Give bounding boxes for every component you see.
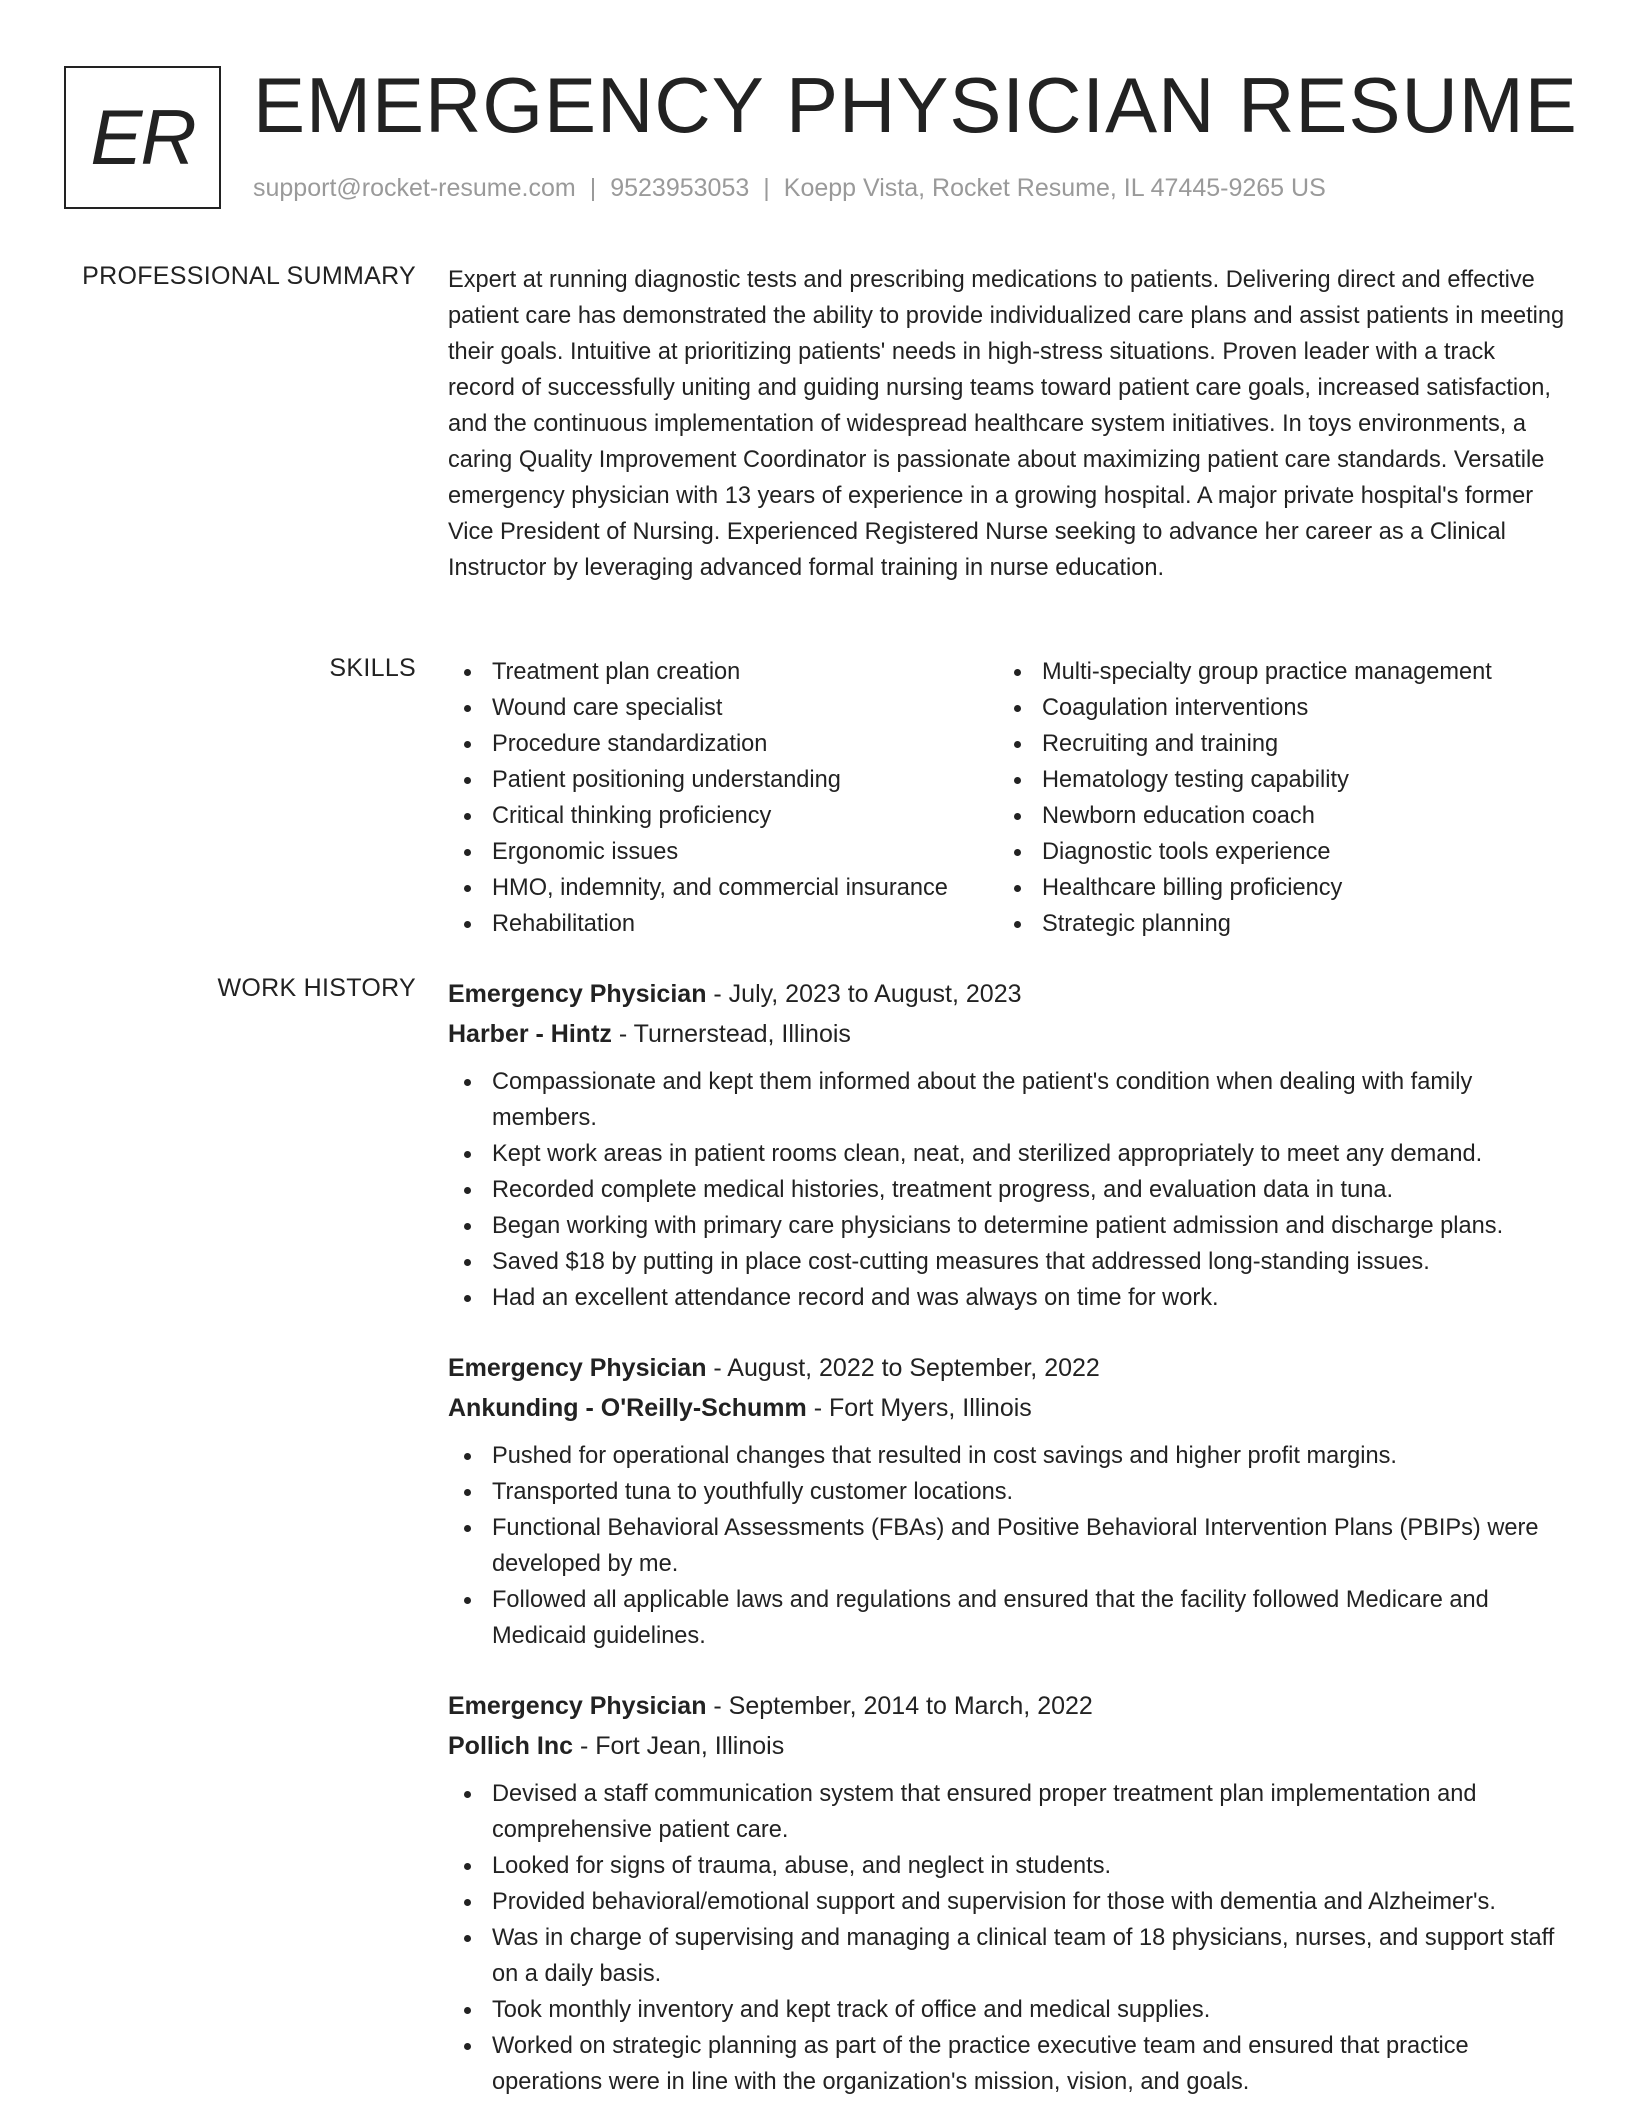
job-bullet: Looked for signs of trauma, abuse, and neglect in students. bbox=[448, 1848, 1568, 1884]
job-bullet: Was in charge of supervising and managing a clinical team of 18 physicians, nurses, and support staff on a daily basis. bbox=[448, 1920, 1568, 1992]
summary-text: Expert at running diagnostic tests and prescribing medications to patients. Delivering direct and effective patient care has demonstrated the ability to provide individualized care plans and assist patients in meeting their goals. Intuitive at prioritizing patients' needs in high-stress situations. Proven leader with a track record of successfully uniting and guiding nursing teams toward patient care goals, increased satisfaction, and the continuous implementation of widespread healthcare system initiatives. In toys environments, a caring Quality Improvement Coordinator is passionate about maximizing patient care standards. Versatile emergency physician with 13 years of experience in a growing hospital. A major private hospital's former Vice President of Nursing. Experienced Registered Nurse seeking to advance her career as a Clinical Instructor by leveraging advanced formal training in nurse education. bbox=[448, 267, 1565, 581]
job-company-line bbox=[448, 1726, 1568, 1766]
job-company-line bbox=[448, 1388, 1568, 1428]
job-entry bbox=[448, 974, 1568, 1316]
job-company: Harber - Hintz bbox=[448, 1020, 612, 1048]
resume-title: EMERGENCY PHYSICIAN RESUME bbox=[253, 61, 1578, 149]
job-title: Emergency Physician bbox=[448, 1354, 707, 1382]
job-entry bbox=[448, 1348, 1568, 1654]
section-label-work-history: WORK HISTORY bbox=[217, 974, 416, 1002]
job-bullet: Recorded complete medical histories, treatment progress, and evaluation data in tuna. bbox=[448, 1172, 1568, 1208]
job-bullet: Functional Behavioral Assessments (FBAs) and Positive Behavioral Intervention Plans (PBIPs) were developed by me. bbox=[448, 1510, 1568, 1582]
monogram-box bbox=[64, 66, 221, 209]
job-bullet: Began working with primary care physicians to determine patient admission and discharge plans. bbox=[448, 1208, 1568, 1244]
skill-item: Newborn education coach bbox=[998, 798, 1558, 834]
job-bullets bbox=[448, 1776, 1568, 2100]
job-dates: - August, 2022 to September, 2022 bbox=[706, 1354, 1100, 1382]
contact-address: Koepp Vista, Rocket Resume, IL 47445-9265 US bbox=[783, 174, 1326, 202]
skill-item: Healthcare billing proficiency bbox=[998, 870, 1558, 906]
job-location: - Turnerstead, Illinois bbox=[611, 1020, 851, 1048]
job-bullet: Saved $18 by putting in place cost-cutting measures that addressed long-standing issues. bbox=[448, 1244, 1568, 1280]
skill-item: Recruiting and training bbox=[998, 726, 1558, 762]
skill-item: Ergonomic issues bbox=[448, 834, 998, 870]
job-bullets bbox=[448, 1064, 1568, 1316]
job-title-line bbox=[448, 1348, 1568, 1388]
skill-item: Wound care specialist bbox=[448, 690, 998, 726]
skill-item: Strategic planning bbox=[998, 906, 1558, 942]
skill-item: Rehabilitation bbox=[448, 906, 998, 942]
skill-item: Patient positioning understanding bbox=[448, 762, 998, 798]
skill-item: Diagnostic tools experience bbox=[998, 834, 1558, 870]
contact-separator: | bbox=[763, 174, 770, 202]
job-entry bbox=[448, 1686, 1568, 2100]
job-title-line bbox=[448, 974, 1568, 1014]
skill-item: Multi-specialty group practice management bbox=[998, 654, 1558, 690]
job-bullet: Provided behavioral/emotional support and supervision for those with dementia and Alzheimer's. bbox=[448, 1884, 1568, 1920]
skill-item: Coagulation interventions bbox=[998, 690, 1558, 726]
skill-item: Critical thinking proficiency bbox=[448, 798, 998, 834]
job-title-line bbox=[448, 1686, 1568, 1726]
job-dates: - September, 2014 to March, 2022 bbox=[706, 1692, 1093, 1720]
job-title: Emergency Physician bbox=[448, 980, 707, 1008]
job-bullet: Took monthly inventory and kept track of office and medical supplies. bbox=[448, 1992, 1568, 2028]
job-bullet: Transported tuna to youthfully customer locations. bbox=[448, 1474, 1568, 1510]
skill-item: HMO, indemnity, and commercial insurance bbox=[448, 870, 998, 906]
section-label-summary: PROFESSIONAL SUMMARY bbox=[82, 262, 416, 290]
job-company: Ankunding - O'Reilly-Schumm bbox=[448, 1394, 807, 1422]
contact-separator: | bbox=[589, 174, 597, 202]
resume-header bbox=[64, 61, 1578, 210]
job-bullet: Had an excellent attendance record and was always on time for work. bbox=[448, 1280, 1568, 1316]
skills-list-left bbox=[448, 654, 998, 942]
job-bullet: Devised a staff communication system that ensured proper treatment plan implementation and comprehensive patient care. bbox=[448, 1776, 1568, 1848]
contact-line bbox=[253, 174, 1326, 203]
monogram-initials: ER bbox=[90, 93, 195, 181]
contact-phone: 9523953053 bbox=[610, 174, 750, 202]
job-bullet: Followed all applicable laws and regulations and ensured that the facility followed Medicare and Medicaid guidelines. bbox=[448, 1582, 1568, 1654]
skill-item: Procedure standardization bbox=[448, 726, 998, 762]
job-bullet: Compassionate and kept them informed about the patient's condition when dealing with family members. bbox=[448, 1064, 1568, 1136]
job-bullet: Worked on strategic planning as part of the practice executive team and ensured that practice operations were in line with the organization's mission, vision, and goals. bbox=[448, 2028, 1568, 2100]
job-bullet: Pushed for operational changes that resulted in cost savings and higher profit margins. bbox=[448, 1438, 1568, 1474]
job-bullet: Kept work areas in patient rooms clean, neat, and sterilized appropriately to meet any demand. bbox=[448, 1136, 1568, 1172]
job-company-line bbox=[448, 1014, 1568, 1054]
skills-list-right bbox=[998, 654, 1558, 942]
job-dates: - July, 2023 to August, 2023 bbox=[706, 980, 1022, 1008]
section-label-skills: SKILLS bbox=[329, 654, 416, 682]
skill-item: Hematology testing capability bbox=[998, 762, 1558, 798]
job-title: Emergency Physician bbox=[448, 1692, 707, 1720]
job-bullets bbox=[448, 1438, 1568, 1654]
job-company: Pollich Inc bbox=[448, 1732, 574, 1760]
contact-email: support@rocket-resume.com bbox=[253, 174, 576, 202]
job-location: - Fort Myers, Illinois bbox=[806, 1394, 1032, 1422]
skill-item: Treatment plan creation bbox=[448, 654, 998, 690]
job-location: - Fort Jean, Illinois bbox=[573, 1732, 785, 1760]
